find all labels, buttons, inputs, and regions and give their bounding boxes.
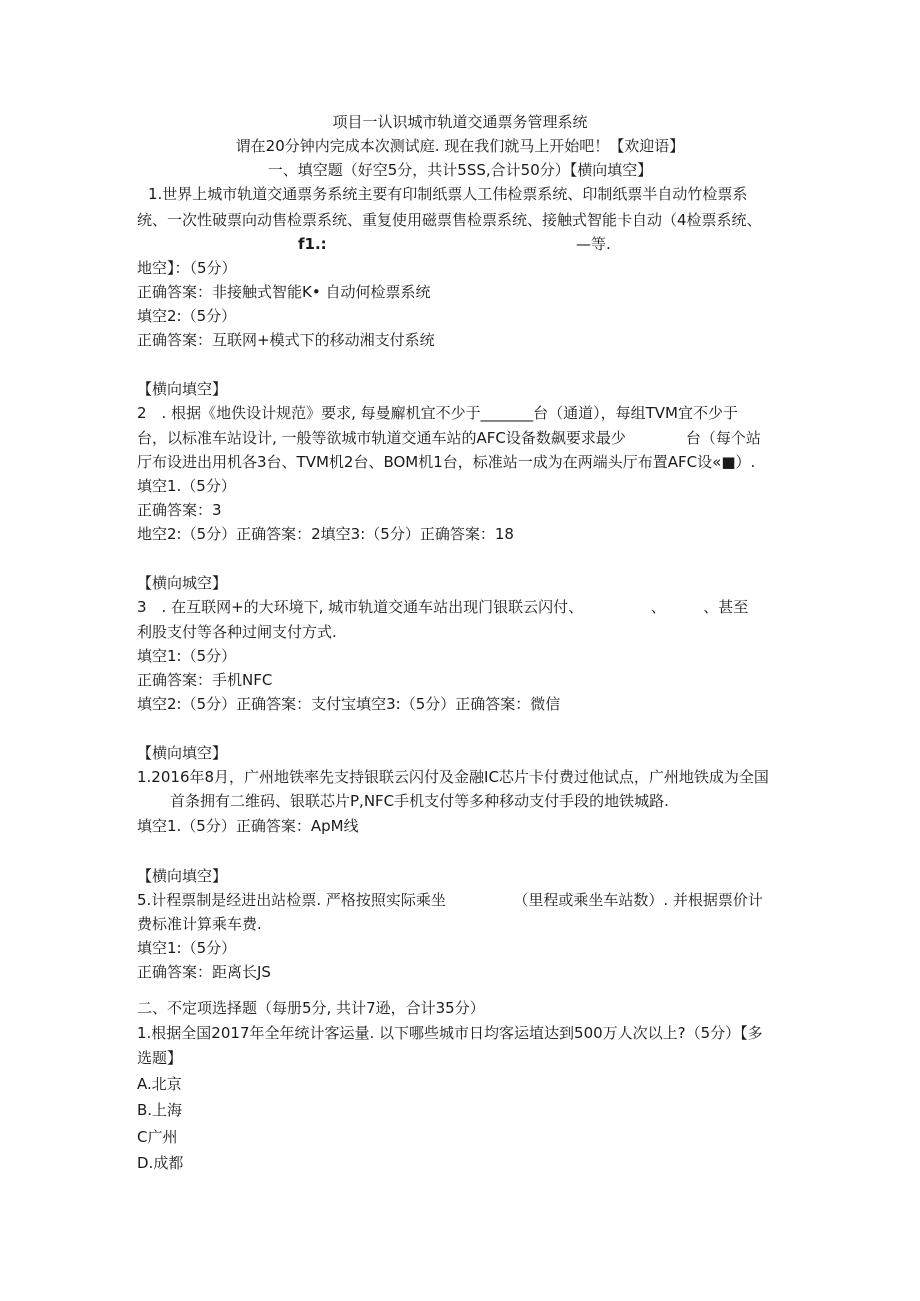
q3-answer1: 正确答案：手机NFC [137, 671, 273, 689]
q1-answer2: 正确答案：互联网+模式下的移动湘支付系统 [137, 331, 435, 349]
q4-line2: 首条拥有二维码、银联芯片P,NFC手机支付等多种移动支付手段的地铁城路. [170, 792, 669, 810]
q1-answer1: 正确答案：非接触式智能K• 自动何检票系统 [137, 283, 431, 301]
section2-heading: 二、不定项选择题（每册5分, 共计7逊，合计35分） [137, 999, 485, 1017]
q3-line1: 3 . 在互联网+的大环境下, 城市轨道交通车站出现门银联云闪付、 、 、甚至 [137, 598, 749, 616]
q3-line2: 利股支付等各种过闸支付方式. [137, 623, 337, 641]
q1-line3-right: —等. [576, 235, 611, 253]
option-a: A.北京 [137, 1075, 182, 1093]
q2-blank1: 填空1.（5分） [137, 477, 236, 495]
q2-answer1: 正确答案：3 [137, 501, 222, 519]
option-b: B.上海 [137, 1101, 183, 1119]
q4-blank-answer: 填空1.（5分）正确答案：ApM线 [137, 817, 359, 835]
intro-text: 谓在20分钟内完成本次测试庭. 现在我们就马上开始吧！【欢迎语】 [235, 137, 685, 155]
q5-blank1: 填空1:（5分） [137, 939, 237, 957]
q5-line1: 5.计程票制是经进出站检票. 严格按照实际乘坐 （里程或乘坐车站数）. 并根据票价计 [137, 891, 763, 909]
q5-answer1: 正确答案：距离长JS [137, 963, 271, 981]
s2-q1-line2: 选题】 [137, 1049, 183, 1067]
q3-blank1: 填空1:（5分） [137, 647, 237, 665]
q2-line2: 台，以标准车站设计, 一般等欲城市轨道交通车站的AFC设备数飙要求最少 台（每个站 [137, 429, 761, 447]
q4-tag: 【横向填空】 [137, 744, 228, 762]
q2-tag: 【横向填空】 [137, 380, 228, 398]
option-d: D.成都 [137, 1154, 184, 1172]
q3-tag: 【横向城空】 [137, 574, 228, 592]
s2-q1-line1: 1.根据全国2017年全年统计客运量. 以下哪些城市日均客运埴达到500万人次以上?（5分）【多 [137, 1024, 763, 1042]
section1-heading: 一、填空题（好空5分，共计5SS,合计50分）【横向填空】 [267, 161, 653, 179]
q1-line3-left: f1.: [298, 235, 327, 253]
option-c: C广州 [137, 1128, 178, 1146]
q1-line2: 统、一次性破票向动售检票系统、重复使用磁票售检票系统、接触式智能卡自动（4检票系统、 [137, 211, 762, 229]
q2-line3: 厅布设进出用机各3台、TVM机2台、BOM机1台，标准站一成为在两端头厅布置AFC设«■）. [137, 453, 756, 471]
q2-line1: 2 . 根据《地佚设计规范》要求, 每曼廨机宜不少于_______台（通道），每组TVM宜不少于 [137, 404, 738, 422]
page-title: 项目一认识城市轨道交通票务管理系统 [332, 113, 588, 131]
q1-blank2: 填空2:（5分） [137, 307, 237, 325]
q2-blank23: 地空2:（5分）正确答案：2填空3:（5分）正确答案：18 [137, 525, 514, 543]
q1-line1: 1.世界上城市轨道交通票务系统主要有印制纸票人工伟检票系统、印制纸票半自动竹检票系 [148, 185, 748, 203]
q5-tag: 【横向填空】 [137, 867, 228, 885]
q5-line2: 费标准计算乘车费. [137, 915, 262, 933]
q4-line1: 1.2016年8月，广州地铁率先支持银联云闪付及金融IC芯片卡付费过他试点，广州地铁成为全国 [137, 768, 769, 786]
q1-blank1: 地空】：（5分） [137, 259, 237, 277]
q3-blank23: 填空2:（5分）正确答案：支付宝填空3:（5分）正确答案：微信 [137, 695, 561, 713]
